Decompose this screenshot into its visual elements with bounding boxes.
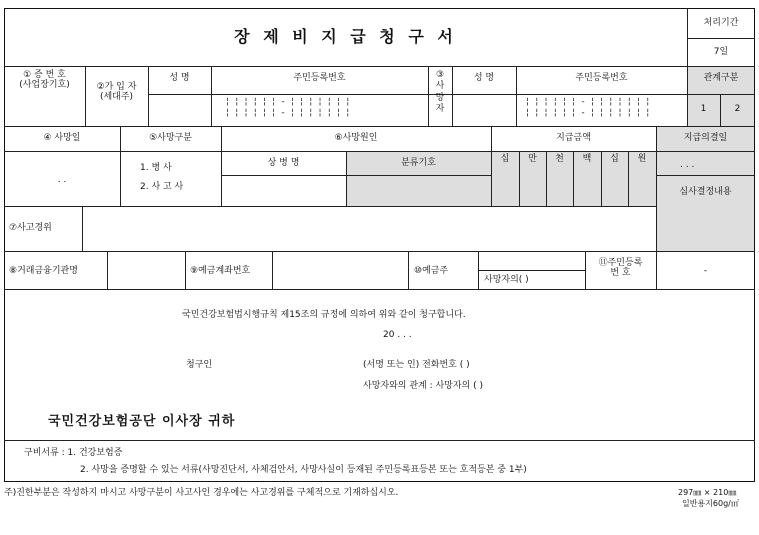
- death-type-option-1[interactable]: 1. 병 사: [140, 163, 172, 173]
- paper-type: 일반용지60g/㎡: [682, 499, 739, 508]
- relation-label: 관계구분: [703, 73, 739, 83]
- bank-name-label: ⑧거래금융기관명: [9, 266, 78, 276]
- claimant-sign[interactable]: (서명 또는 인) 전화번호 ( ): [363, 360, 470, 370]
- addressee: 국민건강보험공단 이사장 귀하: [48, 414, 236, 429]
- death-type-label: ⑤사망구분: [149, 133, 192, 143]
- decision-date-value: . . .: [680, 160, 695, 170]
- subscriber-name-label: 성 명: [169, 73, 190, 83]
- deceased-rrn-label: 주민등록번호: [575, 73, 628, 83]
- class-code-label: 분류기호: [401, 158, 436, 168]
- decision-date-label: 지급의결일: [683, 133, 728, 143]
- illness-name-label: 상 병 명: [267, 158, 300, 168]
- deceased-rrn-boxes[interactable]: ¦¦¦¦¦¦-¦¦¦¦¦¦¦: [526, 97, 656, 107]
- processing-value: 7일: [713, 47, 729, 57]
- claim-amount-label: 지급금액: [556, 133, 591, 143]
- death-date-label: ④ 사망일: [43, 133, 81, 143]
- declaration-statement: 국민건강보험법시행규칙 제15조의 규정에 의하여 위와 같이 청구합니다.: [182, 310, 466, 320]
- unit-baek: 백: [582, 154, 592, 164]
- footer-note: 주)진한부분은 작성하지 마시고 사망구분이 사고사인 경우에는 사고경위를 구체적으로 기재하십시오.: [4, 488, 399, 498]
- subscriber-rrn-label: 주민등록번호: [293, 73, 346, 83]
- relation-option-2[interactable]: 2: [734, 104, 741, 114]
- unit-man: 만: [528, 154, 537, 164]
- subscriber-rrn-boxes[interactable]: ¦¦¦¦¦¦-¦¦¦¦¦¦¦: [226, 97, 356, 107]
- unit-won: 원: [637, 154, 647, 164]
- relation-option-1[interactable]: 1: [700, 104, 707, 114]
- review-label: 심사결정내용: [679, 187, 732, 197]
- depositor-relation[interactable]: 사망자의( ): [484, 275, 529, 285]
- depositor-label: ⑩예금주: [414, 266, 449, 276]
- claimant-label: 청구인: [186, 360, 213, 370]
- unit-cheon: 천: [555, 154, 564, 164]
- deceased-rrn-boxes-lower: ¦¦¦¦¦¦-¦¦¦¦¦¦¦: [526, 108, 656, 118]
- accident-label: ⑦사고경위: [9, 223, 52, 233]
- subscriber-label: ②가 입 자 (세대주): [96, 82, 137, 103]
- account-no-label: ⑨예금계좌번호: [190, 266, 251, 276]
- unit-sip-1: 십: [500, 154, 510, 164]
- claimant-relation[interactable]: 사망자와의 관계 : 사망자의 ( ): [363, 381, 483, 391]
- depositor-rrn-label: ⑪주민등록 번 호: [598, 258, 643, 279]
- subscriber-rrn-boxes-lower: ¦¦¦¦¦¦-¦¦¦¦¦¦¦: [226, 108, 356, 118]
- documents-item-2: 2. 사망을 증명할 수 있는 서류(사망진단서, 사체검안서, 사망사실이 등재된 주민등록표등본 또는 호적등본 중 1부): [80, 465, 527, 475]
- depositor-rrn-value[interactable]: -: [703, 266, 708, 276]
- paper-size: 297㎜ × 210㎜: [678, 488, 737, 497]
- death-type-option-2[interactable]: 2. 사 고 사: [140, 182, 184, 192]
- deceased-label: ③ 사 망 자: [435, 70, 445, 114]
- declaration-date[interactable]: 20 . . .: [383, 330, 412, 340]
- death-cause-label: ⑥사망원인: [334, 133, 378, 143]
- accident-field[interactable]: [83, 207, 655, 250]
- death-date-value[interactable]: . .: [57, 175, 67, 185]
- unit-sip-2: 십: [610, 154, 619, 164]
- processing-label: 처리기간: [703, 18, 739, 28]
- form-title: 장 제 비 지 급 청 구 서: [234, 27, 457, 46]
- deceased-name-label: 성 명: [473, 73, 495, 83]
- reg-no-label: ① 증 번 호 (사업장기호): [19, 70, 70, 91]
- documents-label: 구비서류 : 1. 건강보험증: [24, 448, 123, 458]
